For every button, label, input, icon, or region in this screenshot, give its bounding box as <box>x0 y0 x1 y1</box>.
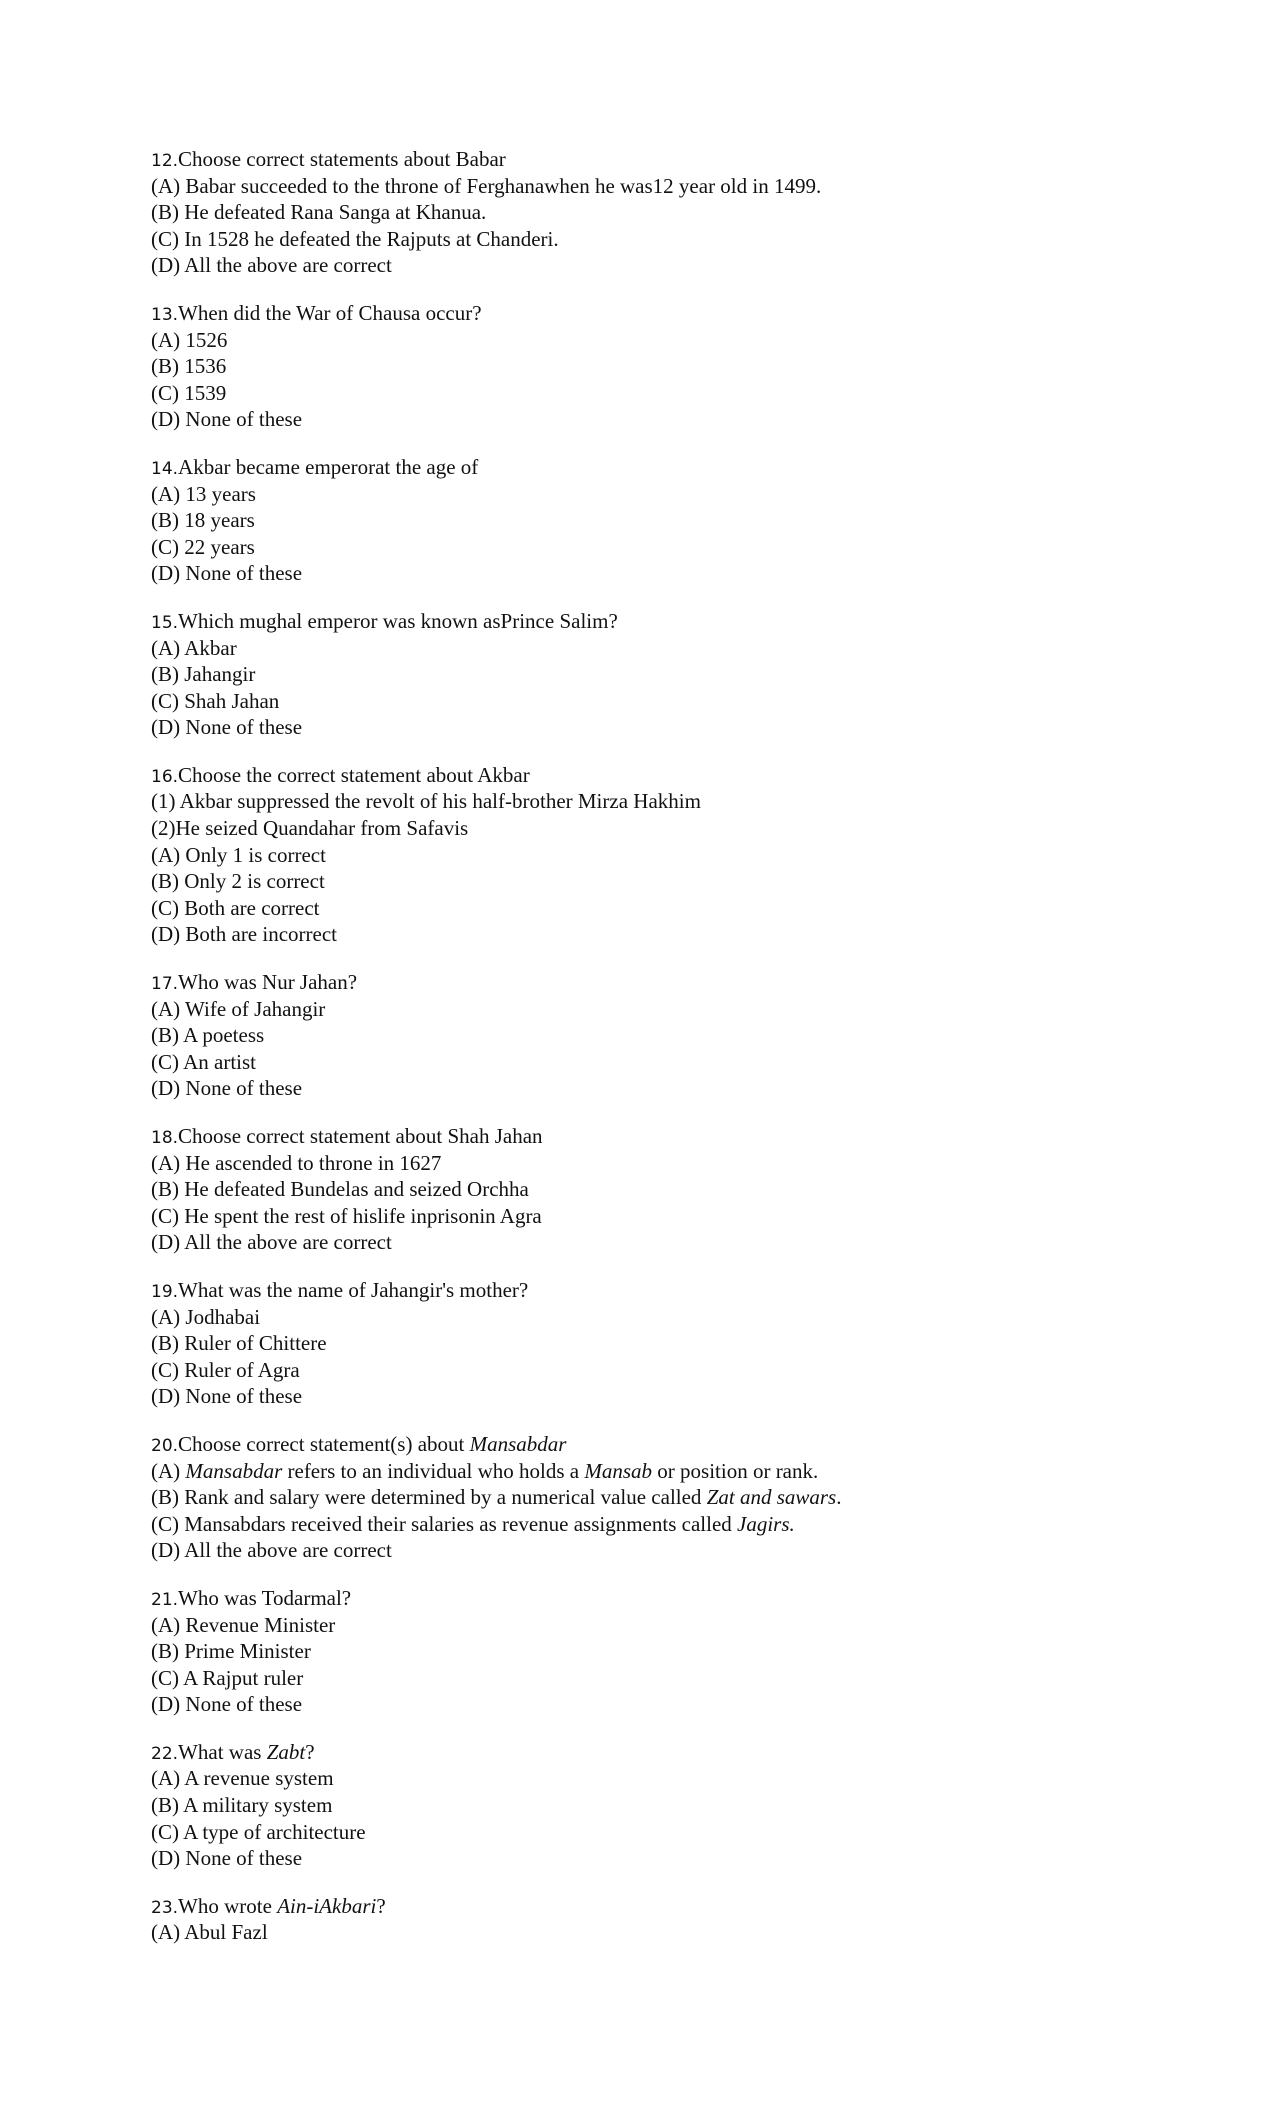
italic-term: Mansabdar <box>185 1458 283 1483</box>
option-line <box>151 1665 1211 1692</box>
line-text: Akbar became emperorat the age of <box>178 454 479 479</box>
line-text: Which mughal emperor was known asPrince Salim? <box>178 608 618 633</box>
line-text: (1) Akbar suppressed the revolt of his half-brother Mirza Hakhim <box>151 789 701 814</box>
line-text: (C) Ruler of Agra <box>151 1357 300 1382</box>
option-line <box>151 1150 1211 1177</box>
option-line <box>151 226 1211 253</box>
option-line <box>151 1511 1211 1538</box>
question-number: 21. <box>151 1589 179 1610</box>
line-text: (C) 1539 <box>151 380 227 405</box>
option-line <box>151 635 1211 662</box>
option-line <box>151 507 1211 534</box>
line-text: Choose the correct statement about Akbar <box>178 762 530 787</box>
italic-term: Zabt <box>266 1739 306 1764</box>
option-line <box>151 661 1211 688</box>
question-text <box>151 969 1211 996</box>
option-line <box>151 1845 1211 1872</box>
option-line <box>151 560 1211 587</box>
option-line <box>151 1330 1211 1357</box>
question-number: 16. <box>151 766 179 787</box>
line-text: Choose correct statement about Shah Jahan <box>178 1124 543 1148</box>
question-block <box>151 1431 1211 1564</box>
option-line <box>151 1176 1211 1203</box>
option-line <box>151 815 1211 842</box>
option-line <box>151 1792 1211 1819</box>
option-line <box>151 714 1211 741</box>
line-text: (C) He spent the rest of hislife inprisonin Agra <box>151 1203 542 1228</box>
line-text: (A) 1526 <box>151 327 228 352</box>
question-block <box>151 1893 1211 1946</box>
question-block <box>151 1739 1211 1872</box>
question-text <box>151 300 1211 327</box>
line-text: (B) 18 years <box>151 508 255 533</box>
question-number: 23. <box>151 1897 179 1918</box>
question-text <box>151 1739 1211 1766</box>
line-text: (C) An artist <box>151 1049 256 1074</box>
line-text: (A) 13 years <box>151 481 256 506</box>
line-text: (D) Both are incorrect <box>151 922 337 947</box>
line-text: (A) He ascended to throne in 1627 <box>151 1150 442 1175</box>
line-text: ? <box>376 1893 386 1918</box>
line-text: (A) Wife of Jahangir <box>151 996 326 1021</box>
question-number: 22. <box>151 1743 179 1764</box>
option-line <box>151 1022 1211 1049</box>
line-text: (A) Babar succeeded to the throne of Ferghanawhen he was12 year old in 1499. <box>151 173 822 198</box>
line-text: Choose correct statements about Babar <box>178 147 506 171</box>
question-block <box>151 969 1211 1102</box>
line-text: (B) Only 2 is correct <box>151 869 325 894</box>
line-text: (D) None of these <box>151 561 303 586</box>
question-number: 19. <box>151 1281 179 1302</box>
question-number: 18. <box>151 1128 179 1148</box>
line-text: (D) None of these <box>151 407 303 432</box>
line-text: (C) 22 years <box>151 534 255 559</box>
line-text: (C) In 1528 he defeated the Rajputs at Chanderi. <box>151 226 559 251</box>
question-text <box>151 146 1211 173</box>
option-line <box>151 1049 1211 1076</box>
question-text <box>151 1431 1211 1458</box>
line-text: Who was Todarmal? <box>178 1585 352 1610</box>
option-line <box>151 406 1211 433</box>
line-text: (C) Shah Jahan <box>151 688 280 713</box>
question-text <box>151 1277 1211 1304</box>
line-text: (B) Ruler of Chittere <box>151 1331 327 1356</box>
line-text: (B) He defeated Rana Sanga at Khanua. <box>151 200 487 225</box>
question-block <box>151 762 1211 948</box>
question-text <box>151 1893 1211 1920</box>
option-line <box>151 1357 1211 1384</box>
option-line <box>151 788 1211 815</box>
option-line <box>151 173 1211 200</box>
question-number: 20. <box>151 1435 179 1456</box>
line-text: What was <box>178 1739 267 1764</box>
line-text: (B) Jahangir <box>151 662 256 687</box>
question-text <box>151 454 1211 481</box>
line-text: refers to an individual who holds a <box>282 1458 585 1483</box>
italic-term: Jagirs. <box>737 1511 795 1536</box>
option-line <box>151 1304 1211 1331</box>
question-list <box>151 146 1211 1967</box>
option-line <box>151 1537 1211 1564</box>
question-block <box>151 608 1211 741</box>
option-line <box>151 353 1211 380</box>
line-text: (B) A poetess <box>151 1023 265 1048</box>
line-text: (A) Abul Fazl <box>151 1920 268 1945</box>
question-block <box>151 454 1211 587</box>
option-line <box>151 842 1211 869</box>
option-line <box>151 380 1211 407</box>
line-text: When did the War of Chausa occur? <box>178 300 482 325</box>
option-line <box>151 868 1211 895</box>
line-text: (D) All the above are correct <box>151 1538 392 1563</box>
option-line <box>151 252 1211 279</box>
line-text: (A) Jodhabai <box>151 1304 261 1329</box>
line-text: (A) <box>151 1458 186 1483</box>
option-line <box>151 199 1211 226</box>
question-text <box>151 1585 1211 1612</box>
line-text: (D) None of these <box>151 1384 303 1409</box>
option-line <box>151 534 1211 561</box>
line-text: (D) All the above are correct <box>151 253 392 278</box>
line-text: (D) None of these <box>151 715 303 740</box>
line-text: ? <box>305 1739 315 1764</box>
question-block <box>151 1123 1211 1256</box>
line-text: . <box>836 1485 842 1510</box>
line-text: (B) Prime Minister <box>151 1639 311 1664</box>
question-text <box>151 762 1211 789</box>
question-number: 14. <box>151 458 179 479</box>
option-line <box>151 1691 1211 1718</box>
question-block <box>151 300 1211 433</box>
option-line <box>151 1229 1211 1256</box>
question-number: 17. <box>151 974 179 995</box>
line-text: (D) All the above are correct <box>151 1230 392 1255</box>
line-text: Who wrote <box>178 1893 278 1918</box>
question-block <box>151 1277 1211 1410</box>
italic-term: Zat and sawars <box>706 1485 837 1510</box>
line-text: (A) Only 1 is correct <box>151 842 326 867</box>
line-text: (B) 1536 <box>151 354 227 379</box>
line-text: (A) A revenue system <box>151 1766 334 1791</box>
line-text: (C) A type of architecture <box>151 1819 366 1844</box>
option-line <box>151 1484 1211 1511</box>
option-line <box>151 1458 1211 1485</box>
question-text <box>151 608 1211 635</box>
question-number: 15. <box>151 612 179 633</box>
line-text: (A) Akbar <box>151 635 237 660</box>
italic-term: Ain-iAkbari <box>277 1893 377 1918</box>
question-text <box>151 1123 1211 1150</box>
option-line <box>151 921 1211 948</box>
option-line <box>151 895 1211 922</box>
question-number: 12. <box>151 151 179 171</box>
italic-term: Mansabdar <box>469 1431 567 1456</box>
line-text: (B) He defeated Bundelas and seized Orchha <box>151 1177 529 1202</box>
line-text: (D) None of these <box>151 1076 303 1101</box>
option-line <box>151 1638 1211 1665</box>
line-text: (A) Revenue Minister <box>151 1612 336 1637</box>
line-text: (C) A Rajput ruler <box>151 1665 304 1690</box>
option-line <box>151 1765 1211 1792</box>
question-block <box>151 1585 1211 1718</box>
option-line <box>151 327 1211 354</box>
line-text: (C) Mansabdars received their salaries as revenue assignments called <box>151 1511 738 1536</box>
line-text: Choose correct statement(s) about <box>178 1431 470 1456</box>
option-line <box>151 1383 1211 1410</box>
option-line <box>151 1612 1211 1639</box>
option-line <box>151 481 1211 508</box>
line-text: (C) Both are correct <box>151 895 320 920</box>
option-line <box>151 1919 1211 1946</box>
question-number: 13. <box>151 304 179 325</box>
question-block <box>151 146 1211 279</box>
line-text: (2)He seized Quandahar from Safavis <box>151 816 469 841</box>
option-line <box>151 1075 1211 1102</box>
option-line <box>151 1203 1211 1230</box>
line-text: Who was Nur Jahan? <box>178 970 358 995</box>
line-text: (D) None of these <box>151 1692 303 1717</box>
italic-term: Mansab <box>584 1458 653 1483</box>
option-line <box>151 996 1211 1023</box>
line-text: (D) None of these <box>151 1846 303 1871</box>
line-text: (B) Rank and salary were determined by a numerical value called <box>151 1485 707 1510</box>
line-text: (B) A military system <box>151 1793 333 1818</box>
line-text: or position or rank. <box>652 1458 819 1483</box>
line-text: What was the name of Jahangir's mother? <box>178 1277 529 1302</box>
option-line <box>151 688 1211 715</box>
option-line <box>151 1819 1211 1846</box>
